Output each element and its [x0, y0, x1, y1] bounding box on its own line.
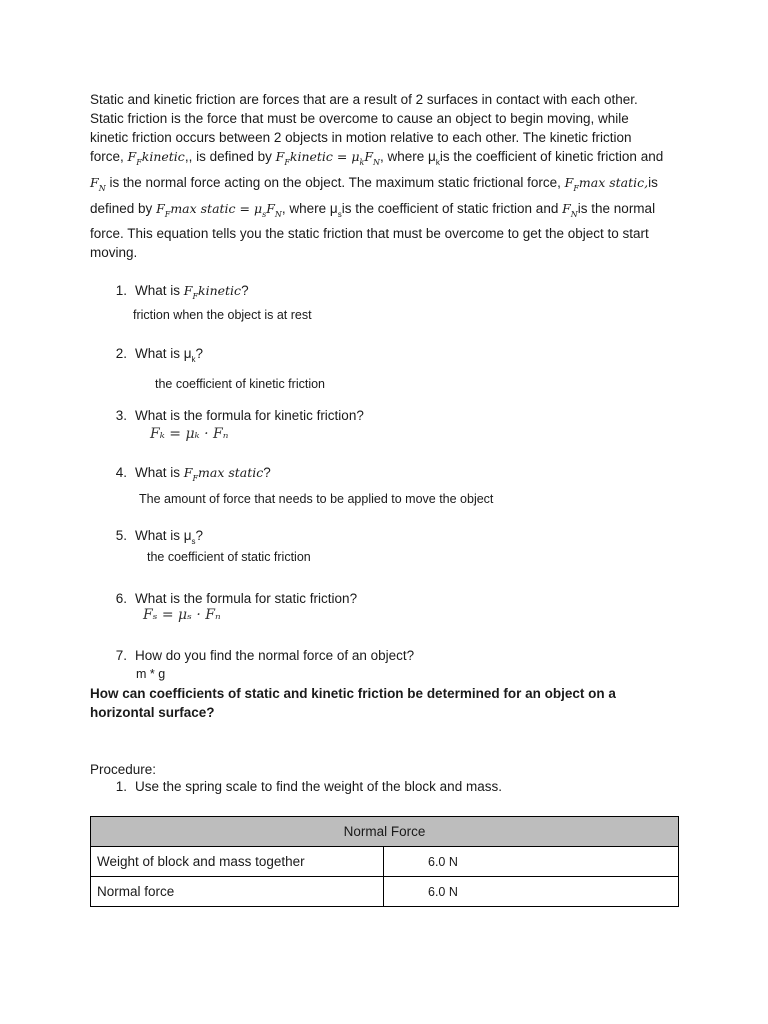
question-1: [105, 283, 249, 301]
question-4: [105, 465, 271, 483]
math-symbol: F: [275, 149, 285, 164]
main-question: [90, 684, 690, 722]
math-subscript: F: [192, 474, 199, 483]
math-term: max static,: [578, 175, 649, 190]
intro-text: defined by: [90, 201, 157, 216]
normal-force-table: [90, 816, 679, 907]
question-text: ?: [195, 346, 204, 361]
question-text: What is μ: [135, 346, 192, 361]
math-symbol: F: [364, 149, 374, 164]
math-symbol: F: [156, 201, 165, 216]
intro-line-6: [90, 201, 656, 219]
intro-text: , is defined by: [188, 149, 276, 164]
table-cell-label: Normal force: [91, 877, 384, 907]
intro-line-4: [90, 149, 664, 167]
question-5: [105, 528, 204, 546]
question-text: ?: [195, 528, 204, 543]
math-symbol: F: [127, 149, 137, 164]
answer-5: the coefficient of static friction: [147, 550, 311, 564]
intro-text: is the coefficient of kinetic friction and: [439, 149, 664, 164]
question-text: What is: [135, 465, 184, 480]
math-subscript: N: [98, 184, 106, 193]
table-row: [91, 877, 679, 907]
intro-text: is the coefficient of static friction and: [341, 201, 563, 216]
math-subscript: N: [274, 210, 282, 219]
intro-line-5: [90, 175, 658, 193]
question-2: [105, 346, 204, 364]
answer-7: m * g: [136, 667, 166, 681]
question-number: 4.: [115, 465, 127, 480]
procedure-label: Procedure:: [90, 762, 157, 777]
question-7: [105, 648, 414, 663]
intro-text: , where μ: [281, 201, 338, 216]
table-header: Normal Force: [91, 817, 679, 847]
step-text: Use the spring scale to find the weight of the block and mass.: [135, 779, 502, 794]
math-symbol: F: [266, 201, 275, 216]
math-subscript: N: [373, 158, 381, 167]
intro-text: is: [648, 175, 658, 190]
question-number: 5.: [115, 528, 127, 543]
table-cell-value: 6.0 N: [384, 847, 679, 877]
math-symbol: F: [183, 465, 193, 480]
formula-static: Fₛ = μₛ · Fₙ: [143, 607, 221, 623]
main-question-line-1: How can coefficients of static and kinetic friction be determined for an object on a: [90, 686, 616, 701]
math-subscript: k: [359, 158, 365, 167]
question-number: 6.: [115, 591, 127, 606]
table-cell-label: Weight of block and mass together: [91, 847, 384, 877]
question-text: What is: [135, 283, 184, 298]
intro-text: is the normal force acting on the object. The maximum static frictional force,: [105, 175, 565, 190]
answer-1: friction when the object is at rest: [133, 308, 312, 322]
math-subscript: s: [191, 537, 196, 546]
math-subscript: N: [570, 210, 578, 219]
question-3: [105, 408, 364, 423]
math-subscript: k: [435, 158, 440, 167]
intro-text: is the normal: [577, 201, 656, 216]
math-subscript: s: [262, 210, 267, 219]
step-number: 1.: [115, 779, 127, 794]
question-text: What is the formula for kinetic friction?: [135, 408, 364, 423]
table-row: [91, 847, 679, 877]
math-subscript: F: [164, 210, 171, 219]
intro-line-2: Static friction is the force that must be overcome to cause an object to begin moving, while: [90, 111, 629, 126]
question-number: 3.: [115, 408, 127, 423]
math-subscript: F: [284, 158, 290, 167]
intro-line-1: Static and kinetic friction are forces that are a result of 2 surfaces in contact with each other.: [90, 92, 638, 107]
math-equation: kinetic = μ: [289, 149, 360, 164]
question-text: What is the formula for static friction?: [135, 591, 358, 606]
question-6: [105, 591, 357, 606]
math-symbol: F: [90, 175, 99, 190]
math-subscript: F: [136, 158, 142, 167]
answer-2: the coefficient of kinetic friction: [155, 377, 325, 391]
intro-line-7: force. This equation tells you the static friction that must be overcome to get the object to start: [90, 226, 649, 241]
question-text: ?: [263, 465, 271, 480]
math-symbol: F: [564, 175, 574, 190]
question-number: 2.: [115, 346, 127, 361]
intro-line-3: kinetic friction occurs between 2 objects in motion relative to each other. The kinetic friction: [90, 130, 632, 145]
table-header-row: [91, 817, 679, 847]
math-symbol: F: [562, 201, 571, 216]
math-term: max static: [198, 465, 264, 480]
math-equation: max static = μ: [170, 201, 263, 216]
formula-kinetic: Fₖ = μₖ · Fₙ: [150, 426, 229, 442]
math-term: kinetic: [141, 149, 185, 164]
question-number: 1.: [115, 283, 127, 298]
intro-line-8: moving.: [90, 245, 138, 260]
math-term: kinetic: [198, 283, 242, 298]
math-subscript: k: [191, 355, 196, 364]
math-subscript: s: [337, 210, 342, 219]
math-symbol: F: [183, 283, 193, 298]
math-subscript: F: [192, 292, 199, 301]
procedure-step-1: [105, 779, 502, 794]
main-question-line-2: horizontal surface?: [90, 705, 215, 720]
question-number: 7.: [115, 648, 127, 663]
math-subscript: F: [573, 184, 579, 193]
answer-4: The amount of force that needs to be applied to move the object: [139, 492, 494, 506]
intro-text: force,: [90, 149, 128, 164]
intro-text: , where μ: [380, 149, 436, 164]
question-text: How do you find the normal force of an object?: [135, 648, 415, 663]
table-cell-value: 6.0 N: [384, 877, 679, 907]
question-text: ?: [241, 283, 249, 298]
intro-text: ,: [184, 149, 189, 164]
question-text: What is μ: [135, 528, 192, 543]
